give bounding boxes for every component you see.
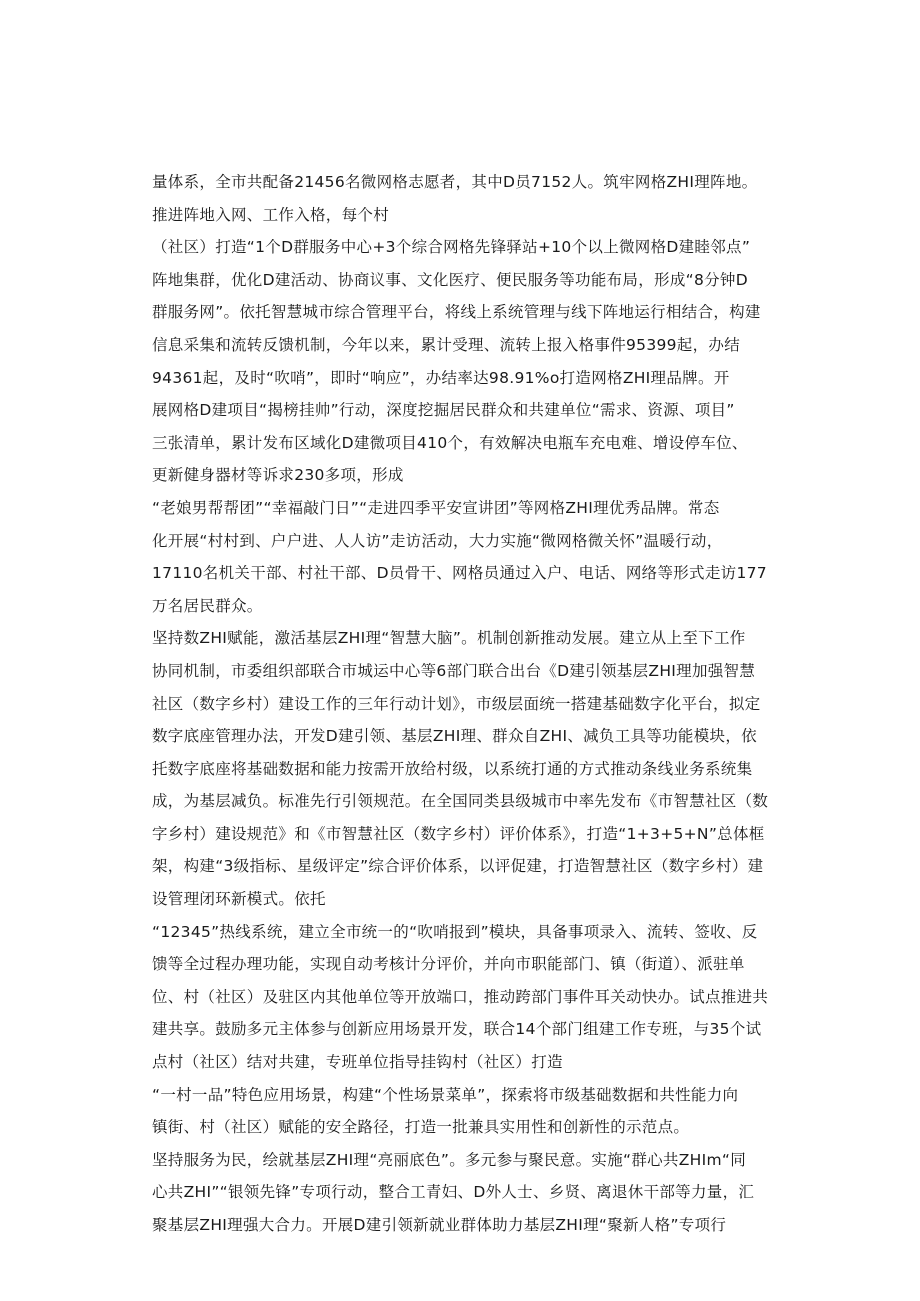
text-line: 字乡村）建设规范》和《市智慧社区（数字乡村）评价体系》，打造“1+3+5+N”总体框 (152, 824, 765, 843)
text-line: 设管理闭环新模式。依托 (152, 890, 326, 909)
text-line: “老娘男帮帮团”“幸福敲门日”“走进四季平安宣讲团”等网格ZHI理优秀品牌。常态 (152, 498, 720, 517)
text-line: 坚持数ZHI赋能，激活基层ZHI理“智慧大脑”。机制创新推动发展。建立从上至下工作 (152, 629, 746, 648)
text-line: 成，为基层减负。标准先行引领规范。在全国同类县级城市中率先发布《市智慧社区（数 (152, 792, 769, 811)
text-line: 馈等全过程办理功能，实现自动考核计分评价，并向市职能部门、镇（街道）、派驻单 (152, 955, 745, 974)
text-line: 心共ZHI”“银领先锋”专项行动，整合工青妇、D外人士、乡贤、离退休干部等力量，汇 (152, 1183, 755, 1202)
text-line: “12345”热线系统，建立全市统一的“吹哨报到”模块，具备事项录入、流转、签收、反 (152, 922, 758, 941)
text-line: 万名居民群众。 (152, 596, 263, 615)
text-line: 17110名机关干部、村社干部、D员骨干、网格员通过入户、电话、网络等形式走访177 (152, 564, 767, 583)
text-line: 托数字底座将基础数据和能力按需开放给村级，以系统打通的方式推动条线业务系统集 (152, 759, 753, 778)
document-body (152, 166, 772, 1242)
text-line: 更新健身器材等诉求230多项，形成 (152, 466, 404, 485)
text-line: 数字底座管理办法，开发D建引领、基层ZHI理、群众自ZHI、减负工具等功能模块，依 (152, 727, 757, 746)
text-line: 聚基层ZHI理强大合力。开展D建引领新就业群体助力基层ZHI理“聚新人格”专项行 (152, 1216, 727, 1234)
text-line: 阵地集群，优化D建活动、协商议事、文化医疗、便民服务等功能布局，形成“8分钟D (152, 270, 748, 289)
text-line: 信息采集和流转反馈机制，今年以来，累计受理、流转上报入格事件95399起，办结 (152, 335, 741, 354)
text-line: 量体系，全市共配备21456名微网格志愿者，其中D员7152人。筑牢网格ZHI理阵地。 (152, 173, 758, 191)
text-line: 坚持服务为民，绘就基层ZHI理“亮丽底色”。多元参与聚民意。实施“群心共ZHIm“同 (152, 1150, 747, 1169)
text-line: 94361起，及时“吹哨”，即时“响应”，办结率达98.91%o打造网格ZHI理品牌。开 (152, 368, 730, 387)
text-line: 点村（社区）结对共建，专班单位指导挂钩村（社区）打造 (152, 1053, 563, 1072)
text-line: 三张清单，累计发布区域化D建微项目410个，有效解决电瓶车充电难、增设停车位、 (152, 433, 748, 452)
text-line: 镇街、村（社区）赋能的安全路径，打造一批兼具实用性和创新性的示范点。 (152, 1118, 690, 1137)
text-line: 展网格D建项目“揭榜挂帅”行动，深度挖掘居民群众和共建单位“需求、资源、项目” (152, 401, 735, 420)
text-line: 建共享。鼓励多元主体参与创新应用场景开发，联合14个部门组建工作专班，与35个试 (152, 1020, 762, 1039)
text-line: 群服务网”。依托智慧城市综合管理平台，将线上系统管理与线下阵地运行相结合，构建 (152, 303, 761, 322)
text-line: 协同机制，市委组织部联合市城运中心等6部门联合出台《D建引领基层ZHI理加强智慧 (152, 661, 756, 680)
text-line: 化开展“村村到、户户进、人人访”走访活动，大力实施“微网格微关怀”温暖行动， (152, 531, 723, 550)
text-line: 位、村（社区）及驻区内其他单位等开放端口，推动跨部门事件耳关动快办。试点推进共 (152, 987, 769, 1006)
text-line: （社区）打造“1个D群服务中心+3个综合网格先锋驿站+10个以上微网格D建睦邻点” (152, 238, 751, 257)
text-line: “一村一品”特色应用场景，构建“个性场景菜单”，探索将市级基础数据和共性能力向 (152, 1085, 739, 1104)
text-line: 社区（数字乡村）建设工作的三年行动计划》，市级层面统一搭建基础数字化平台，拟定 (152, 694, 761, 713)
text-line: 推进阵地入网、工作入格，每个村 (152, 205, 390, 224)
text-line: 架，构建“3级指标、星级评定”综合评价体系，以评促建，打造智慧社区（数字乡村）建 (152, 857, 764, 876)
